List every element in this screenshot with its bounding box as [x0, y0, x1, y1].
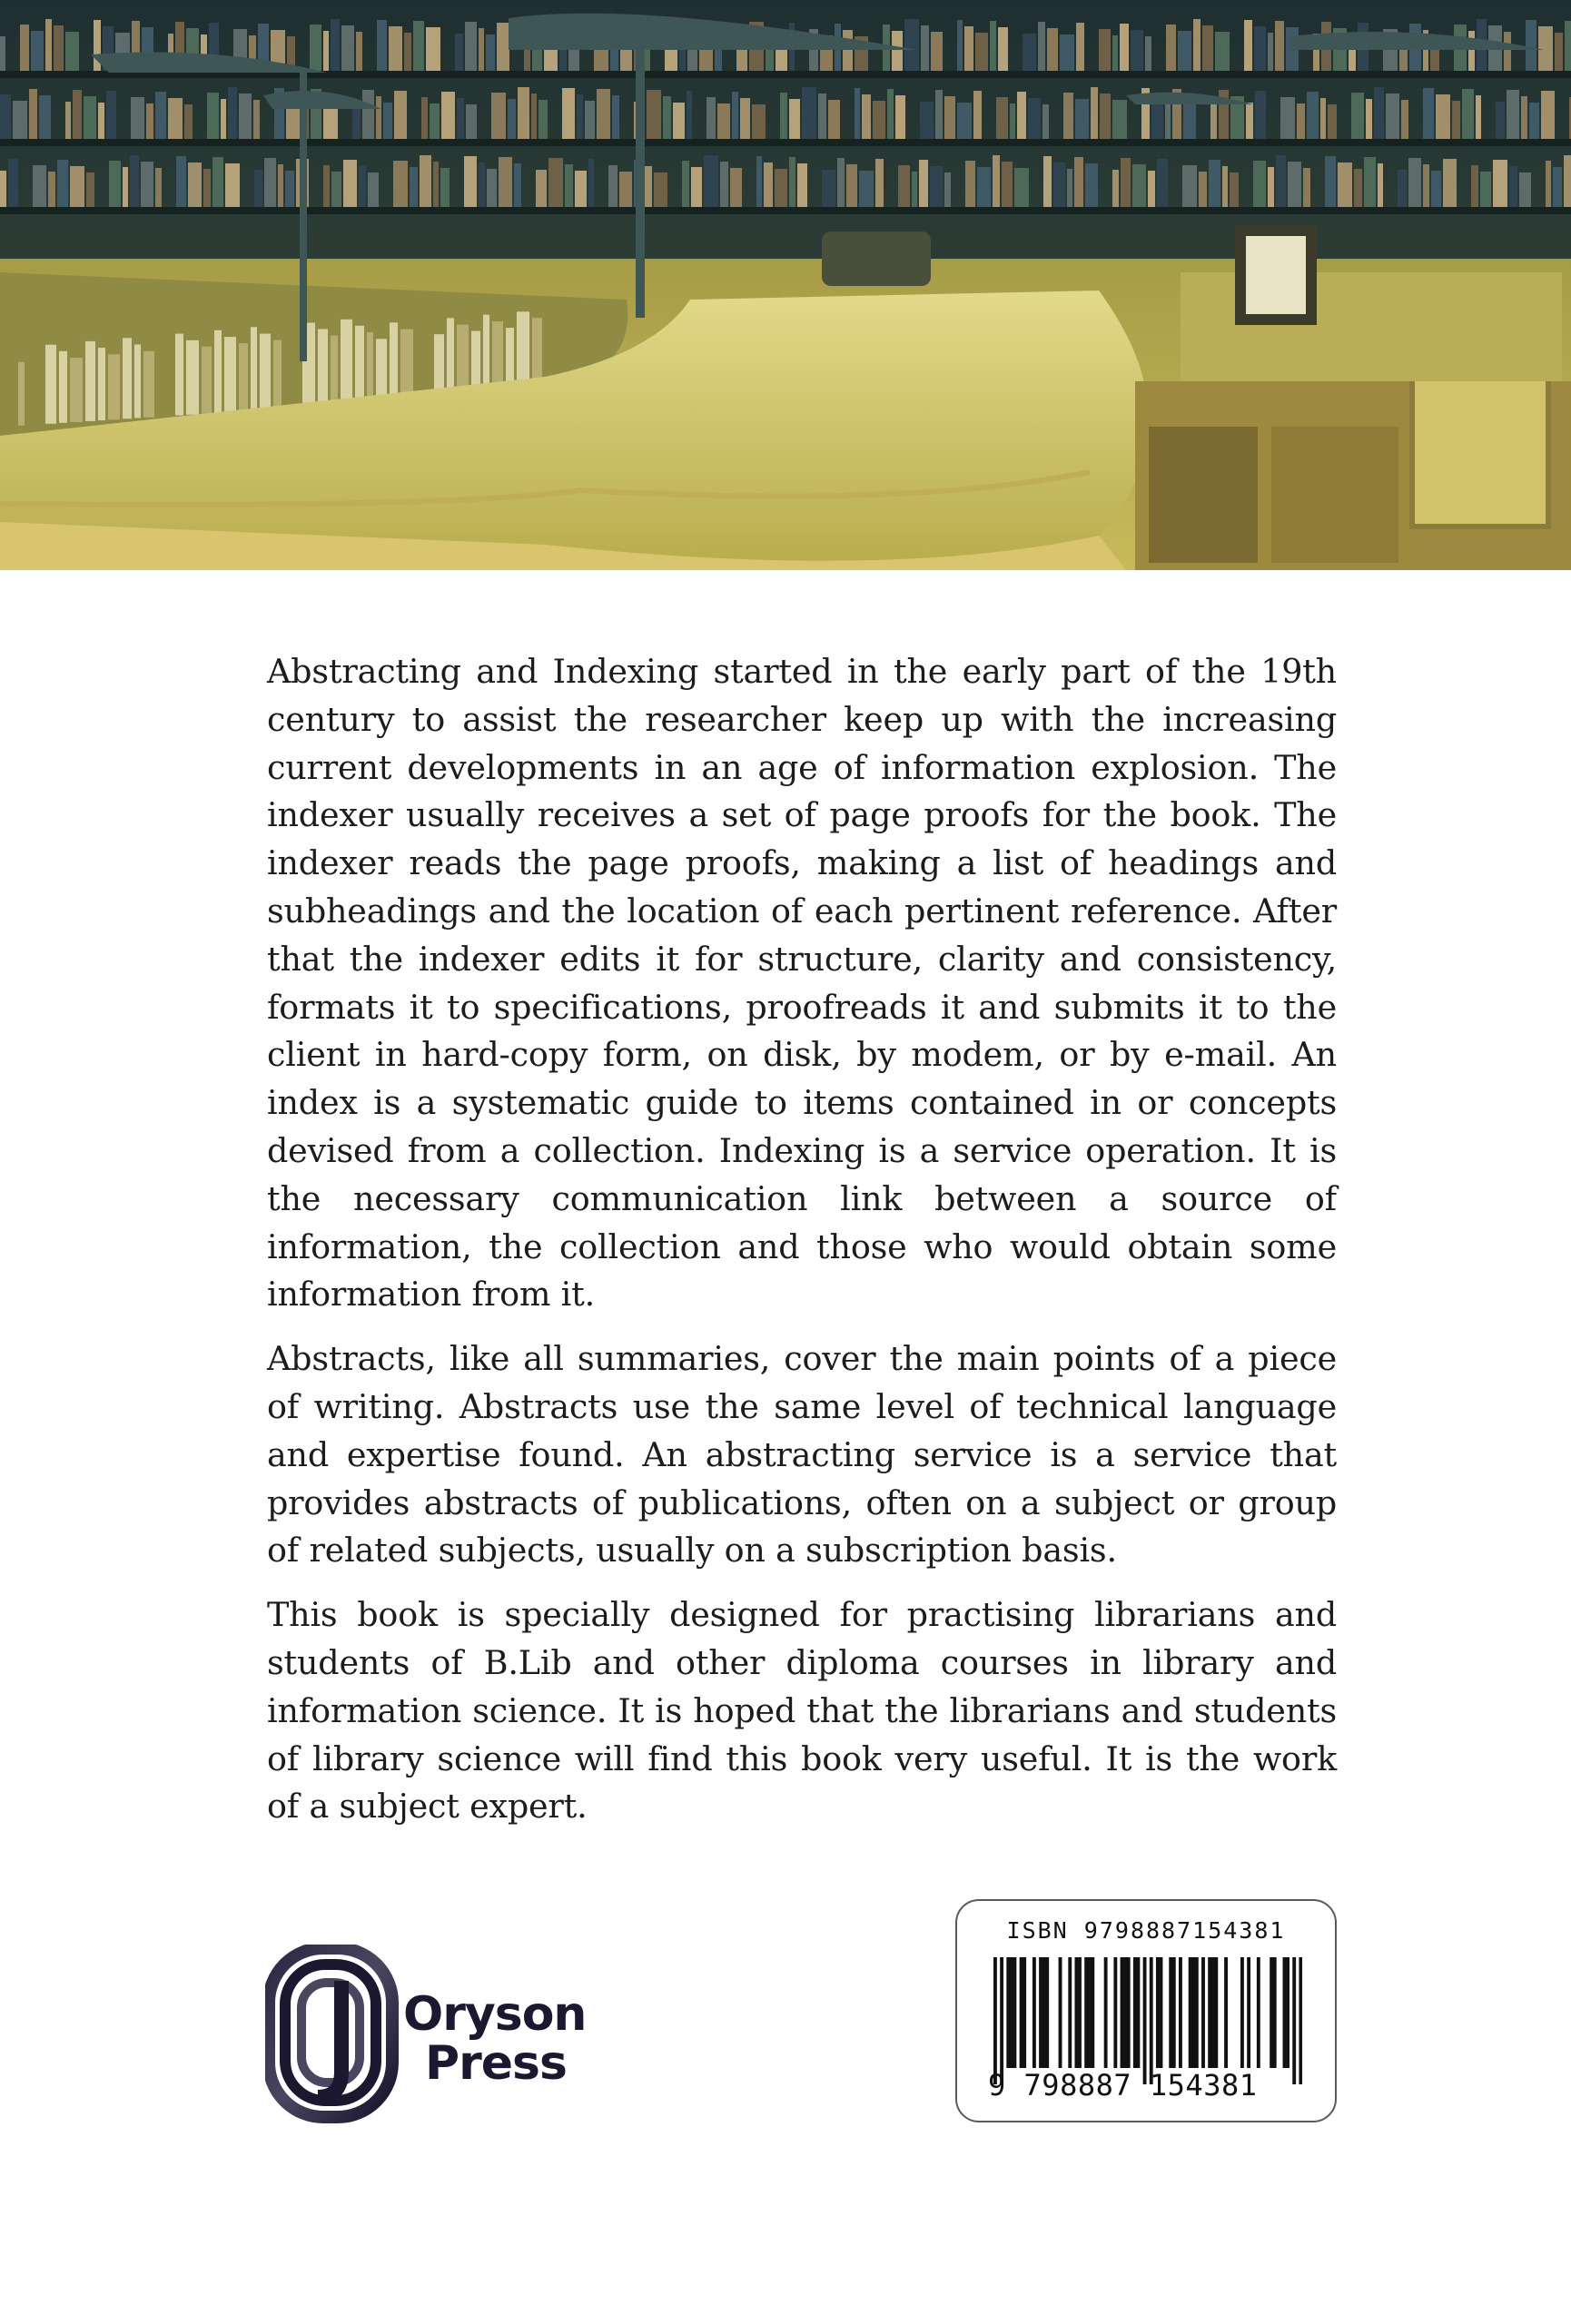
barcode-bar [1078, 1957, 1082, 2068]
barcode-bar [993, 1957, 997, 2084]
barcode-bar [1059, 1957, 1062, 2068]
barcode-bar [1033, 1957, 1036, 2068]
barcode-bar [1214, 1957, 1218, 2068]
barcode-bar [1273, 1957, 1277, 2068]
barcode-bar [1191, 1957, 1195, 2068]
barcode-bar [1169, 1957, 1172, 2068]
barcode-bar [1299, 1957, 1302, 2084]
barcode-bar [1195, 1957, 1199, 2068]
barcode-bar [1143, 1957, 1147, 2084]
barcode-bar [1292, 1957, 1296, 2084]
barcode-bar [1000, 1957, 1003, 2084]
blurb-paragraph: This book is specially designed for practising librarians and students of B.Lib and other diploma courses in library and information science. It is hoped that the librarians and students of library science will find this book very useful. It is the work of a subject expert. [267, 1595, 1337, 1827]
barcode-digits: 9 798887 154381 [988, 2068, 1258, 2102]
barcode-bar [1074, 1957, 1078, 2068]
barcode-bar [1211, 1957, 1215, 2068]
barcode-bar [1091, 1957, 1094, 2068]
barcode-bar [1247, 1957, 1250, 2068]
back-cover-blurb [267, 648, 1337, 1847]
barcode-bar [1179, 1957, 1182, 2068]
barcode-bar [1160, 1957, 1163, 2068]
barcode-bar [1039, 1957, 1042, 2068]
publisher-name-line1: Oryson [403, 1987, 587, 2042]
barcode-bar [1127, 1957, 1131, 2068]
oryson-press-logo [265, 1945, 401, 2126]
library-reading-room-photo [0, 0, 1571, 570]
barcode-bar [1104, 1957, 1108, 2068]
isbn-prefix: ISBN [1006, 1917, 1069, 1944]
barcode-bar [1042, 1957, 1046, 2068]
publisher-name [403, 1987, 587, 2091]
barcode-bar [1133, 1957, 1137, 2068]
barcode-bar [1121, 1957, 1124, 2068]
barcode-bar [1270, 1957, 1273, 2068]
barcode-bar [1020, 1957, 1023, 2068]
barcode-bar [1068, 1957, 1072, 2068]
barcode-bar [1136, 1957, 1140, 2068]
isbn-label [957, 1917, 1335, 1944]
barcode-bar [1150, 1957, 1153, 2084]
barcode-bars [993, 1957, 1302, 2084]
blurb-paragraph: Abstracts, like all summaries, cover the main points of a piece of writing. Abstracts use the same level of technical language and expertise found. An abstracting service is a service that provides abstracts of publications, often on a subject or group of related subjects, usually on a subscription basis. [267, 1339, 1337, 1571]
barcode-bar [1189, 1957, 1192, 2068]
barcode-bar [1286, 1957, 1289, 2068]
barcode-bar [1257, 1957, 1260, 2068]
publisher-logo [265, 1945, 592, 2126]
barcode-bar [1208, 1957, 1211, 2068]
barcode-bar [1045, 1957, 1049, 2068]
barcode-bar [1084, 1957, 1088, 2068]
barcode-bar [1201, 1957, 1205, 2068]
isbn-barcode [955, 1899, 1337, 2122]
barcode-bar [1010, 1957, 1013, 2068]
barcode-bar [1113, 1957, 1117, 2068]
barcode-bar [1013, 1957, 1016, 2068]
publisher-name-line2: Press [425, 2036, 567, 2091]
barcode-bar [1240, 1957, 1244, 2068]
cover-photo [0, 0, 1571, 570]
barcode-bar [1088, 1957, 1092, 2068]
barcode-bar [1006, 1957, 1010, 2068]
isbn-number: 9798887154381 [1083, 1917, 1286, 1944]
barcode-bar [1224, 1957, 1228, 2068]
barcode-bar [1156, 1957, 1160, 2068]
barcode-bar [1283, 1957, 1287, 2068]
barcode-bar [1023, 1957, 1026, 2068]
barcode-bar [1172, 1957, 1176, 2068]
blurb-paragraph: Abstracting and Indexing started in the early part of the 19th century to assist the researcher keep up with the increasing current developments in an age of information explosion. The indexer usually receives a set of page proofs for the book. The indexer reads the page proofs, making a list of headings and subheadings and the location of each pertinent reference. After that the indexer edits it for structure, clarity and consistency, formats it to specifications, proofreads it and submits it to the client in hard-copy form, on disk, by modem, or by e-mail. An index is a systematic guide to items contained in or concepts devised from a collection. Indexing is a service operation. It is the necessary communication link between a source of information, the collection and those who would obtain some information from it. [267, 652, 1337, 1315]
barcode-bar [1123, 1957, 1127, 2068]
